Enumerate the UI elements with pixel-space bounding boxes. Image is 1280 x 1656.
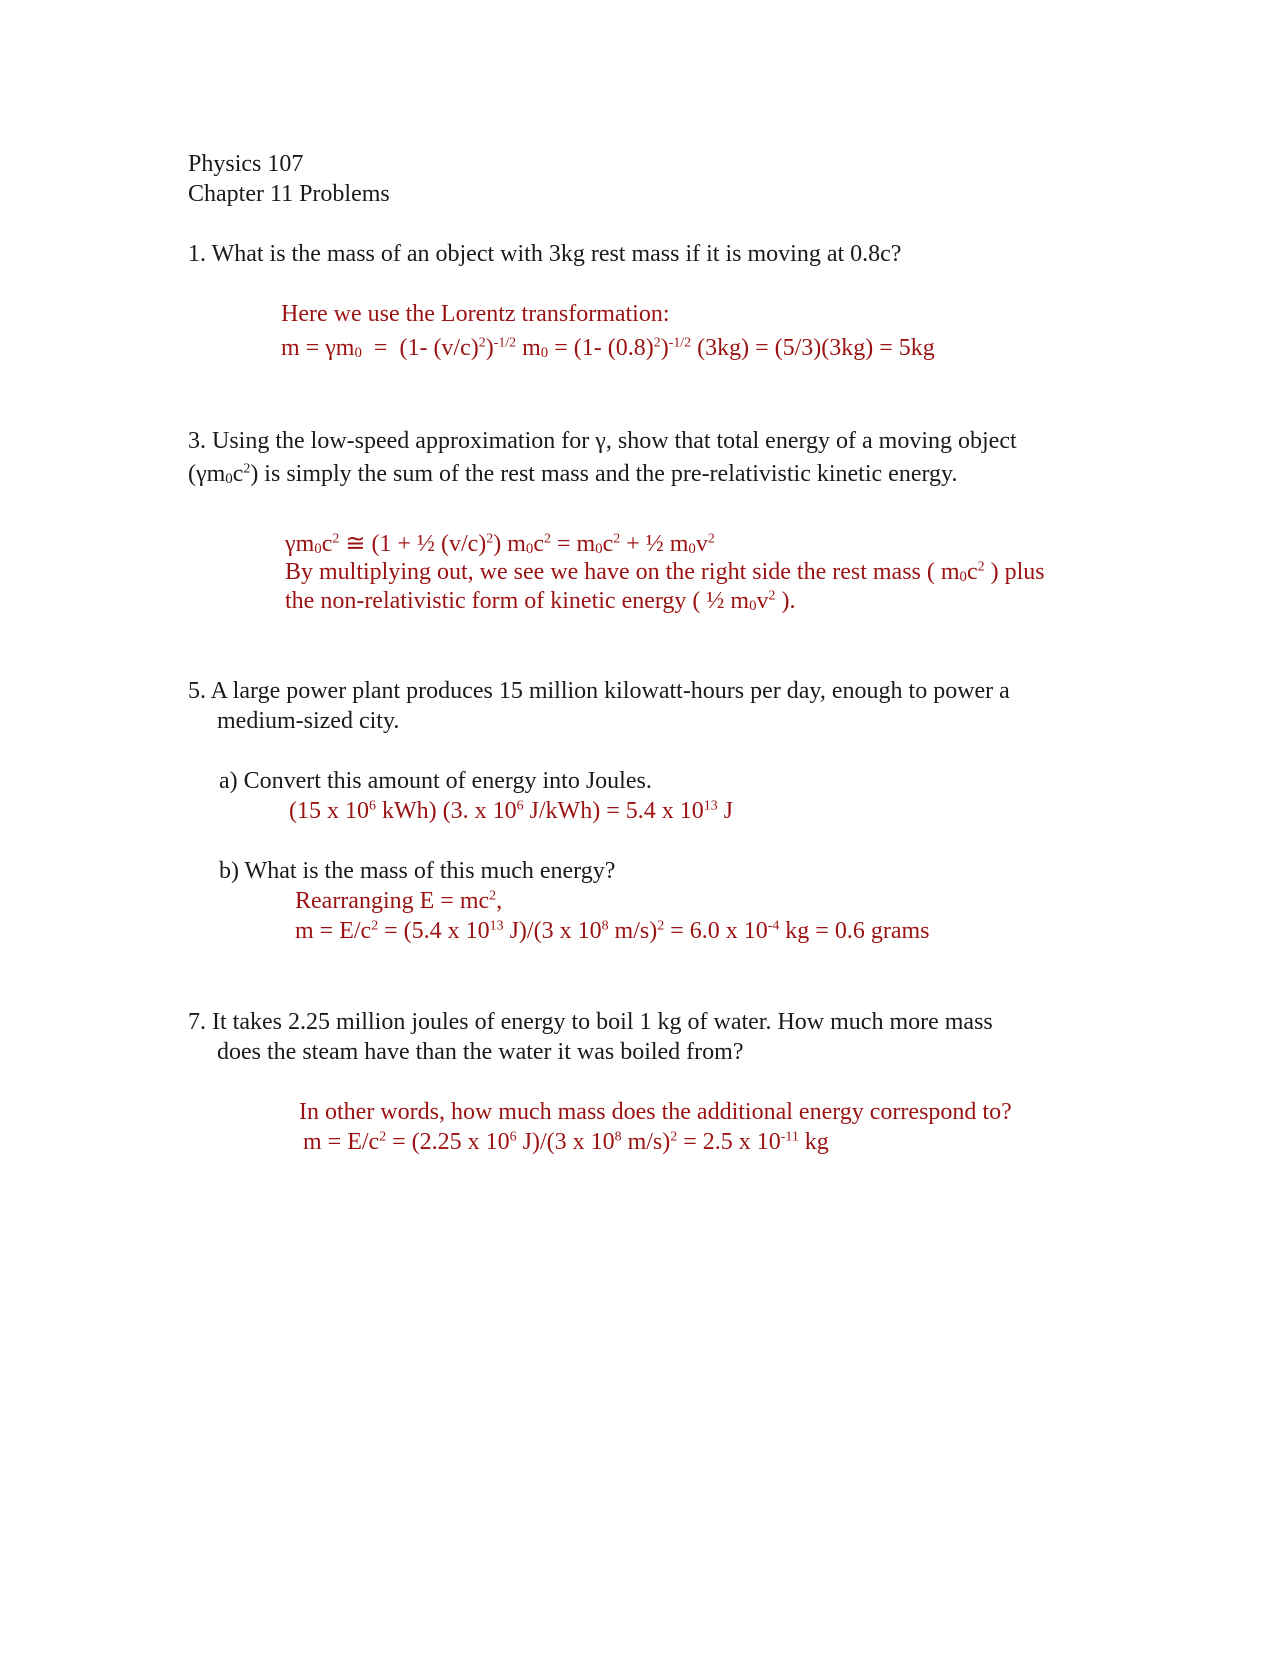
chapter-title: Chapter 11 Problems [188, 181, 390, 207]
problem-3-question-line-2: $(\gamma m_0c^2)$ is simply the sum of the rest mass and the pre-relativistic kinetic energy. [188, 461, 958, 488]
problem-5-question-line-1: 5. A large power plant produces 15 million kilowatt-hours per day, enough to power a [188, 678, 1010, 704]
problem-7-question-line-1: 7. It takes 2.25 million joules of energy to boil 1 kg of water. How much more mass [188, 1009, 993, 1035]
problem-7-answer-line-1: In other words, how much mass does the additional energy correspond to? [299, 1099, 1012, 1125]
problem-1-question: 1. What is the mass of an object with 3kg rest mass if it is moving at 0.8c? [188, 241, 902, 267]
problem-1-answer-intro: Here we use the Lorentz transformation: [281, 301, 670, 327]
problem-5-question-line-2: medium-sized city. [217, 708, 400, 734]
problem-7-question-line-2: does the steam have than the water it was boiled from? [217, 1039, 744, 1065]
problem-5b-answer-line-2: $m = E/c^2 = (5.4$ x $10^{13}$ J)/(3 x $10^8$ m/s)$^2$ = 6.0 x $10^{-4}$ kg = 0.6 grams [295, 918, 930, 944]
course-title: Physics 107 [188, 151, 304, 177]
problem-5a-answer: (15 x $10^6$ kWh) (3. x $10^6$ J/kWh) = 5.4 x $10^{13}$ J [289, 798, 733, 824]
problem-5b-question: b) What is the mass of this much energy? [219, 858, 616, 884]
problem-5b-answer-line-1: Rearranging $E = mc^2$, [295, 888, 503, 914]
problem-7-answer-line-2: $m = E/c^2 = (2.25$ x $10^6$ J)/(3 x $10^8$ m/s)$^2$ = 2.5 x $10^{-11}$ kg [303, 1129, 829, 1155]
problem-3-explanation-line-2: the non-relativistic form of kinetic energy ( ½ $m_0v^2$ ). [285, 588, 796, 615]
problem-3-explanation-line-1: By multiplying out, we see we have on the right side the rest mass ( $m_0c^2$ ) plus [285, 559, 1045, 586]
problem-5a-question: a) Convert this amount of energy into Joules. [219, 768, 652, 794]
problem-3-equation: $\gamma m_0c^2$ ≅ (1 + ½ $(v/c)^2$) $m_0c^2 = m_0c^2$ + ½ $m_0v^2$ [285, 531, 715, 558]
problem-1-equation: $m = \gamma m_0 = (1-$ $(v/c)^2)^{-1/2}$ $m_0 = (1-$ $(0.8)^2)^{-1/2}$ (3kg) = (5/3)(3kg) = 5kg [281, 335, 935, 362]
problem-3-question-line-1: 3. Using the low-speed approximation for γ, show that total energy of a moving object [188, 428, 1017, 454]
